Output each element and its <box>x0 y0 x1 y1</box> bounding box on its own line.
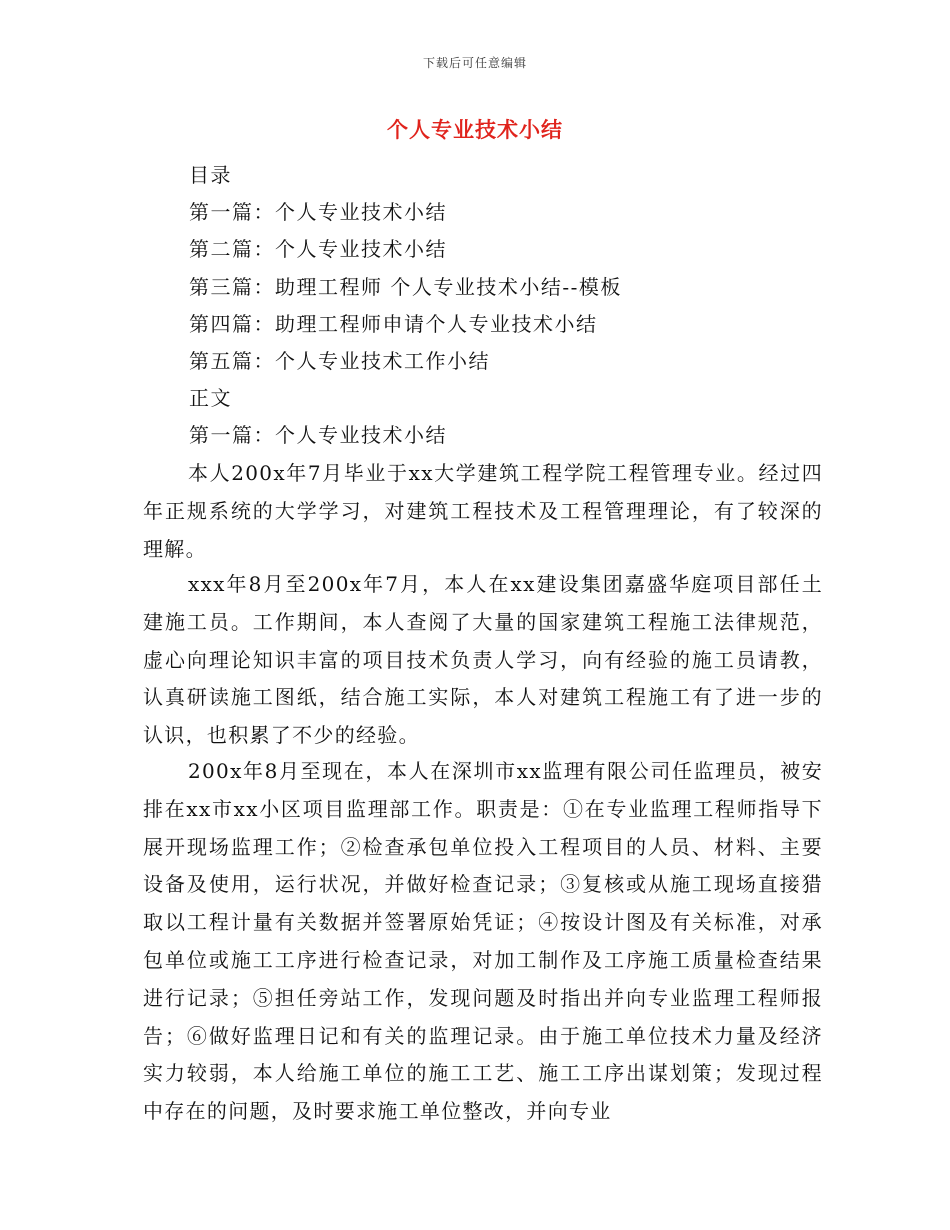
toc-item-4: 第四篇：助理工程师申请个人专业技术小结 <box>189 311 598 336</box>
toc-item-5: 第五篇：个人专业技术工作小结 <box>189 348 490 373</box>
section-heading: 第一篇：个人专业技术小结 <box>189 423 447 448</box>
header-note: 下载后可任意编辑 <box>422 56 527 70</box>
document-title: 个人专业技术小结 <box>387 117 563 142</box>
body-heading: 正文 <box>189 386 232 411</box>
toc-item-1: 第一篇：个人专业技术小结 <box>189 200 447 225</box>
toc-item-2: 第二篇：个人专业技术小结 <box>189 237 447 262</box>
toc-heading: 目录 <box>189 163 232 187</box>
paragraph-1: 本人200x年7月毕业于xx大学建筑工程学院工程管理专业。经过四年正规系统的大学学习，对建筑工程技术及工程管理理论，有了较深的理解。 <box>143 461 823 561</box>
paragraph-2: xxx年8月至200x年7月，本人在xx建设集团嘉盛华庭项目部任土建施工员。工作期间，本人查阅了大量的国家建筑工程施工法律规范，虚心向理论知识丰富的项目技术负责人学习，向有经验的施工员请教，认真研读施工图纸，结合施工实际，本人对建筑工程施工有了进一步的认识，也积累了不少的经验。 <box>143 572 823 748</box>
toc-item-3: 第三篇：助理工程师 个人专业技术小结--模板 <box>189 274 622 299</box>
table-of-contents <box>189 157 829 455</box>
paragraph-3: 200x年8月至现在，本人在深圳市xx监理有限公司任监理员，被安排在xx市xx小区项目监理部工作。职责是：①在专业监理工程师指导下展开现场监理工作；②检查承包单位投入工程项目的人员、材料、主要设备及使用，运行状况，并做好检查记录；③复核或从施工现场直接猎取以工程计量有关数据并签署原始凭证；④按设计图及有关标准，对承包单位或施工工序进行检查记录，对加工制作及工序施工质量检查结果进行记录；⑤担任旁站工作，发现问题及时指出并向专业监理工程师报告；⑥做好监理日记和有关的监理记录。由于施工单位技术力量及经济实力较弱，本人给施工单位的施工工艺、施工工序出谋划策；发现过程中存在的问题，及时要求施工单位整改，并向专业 <box>143 759 823 1124</box>
